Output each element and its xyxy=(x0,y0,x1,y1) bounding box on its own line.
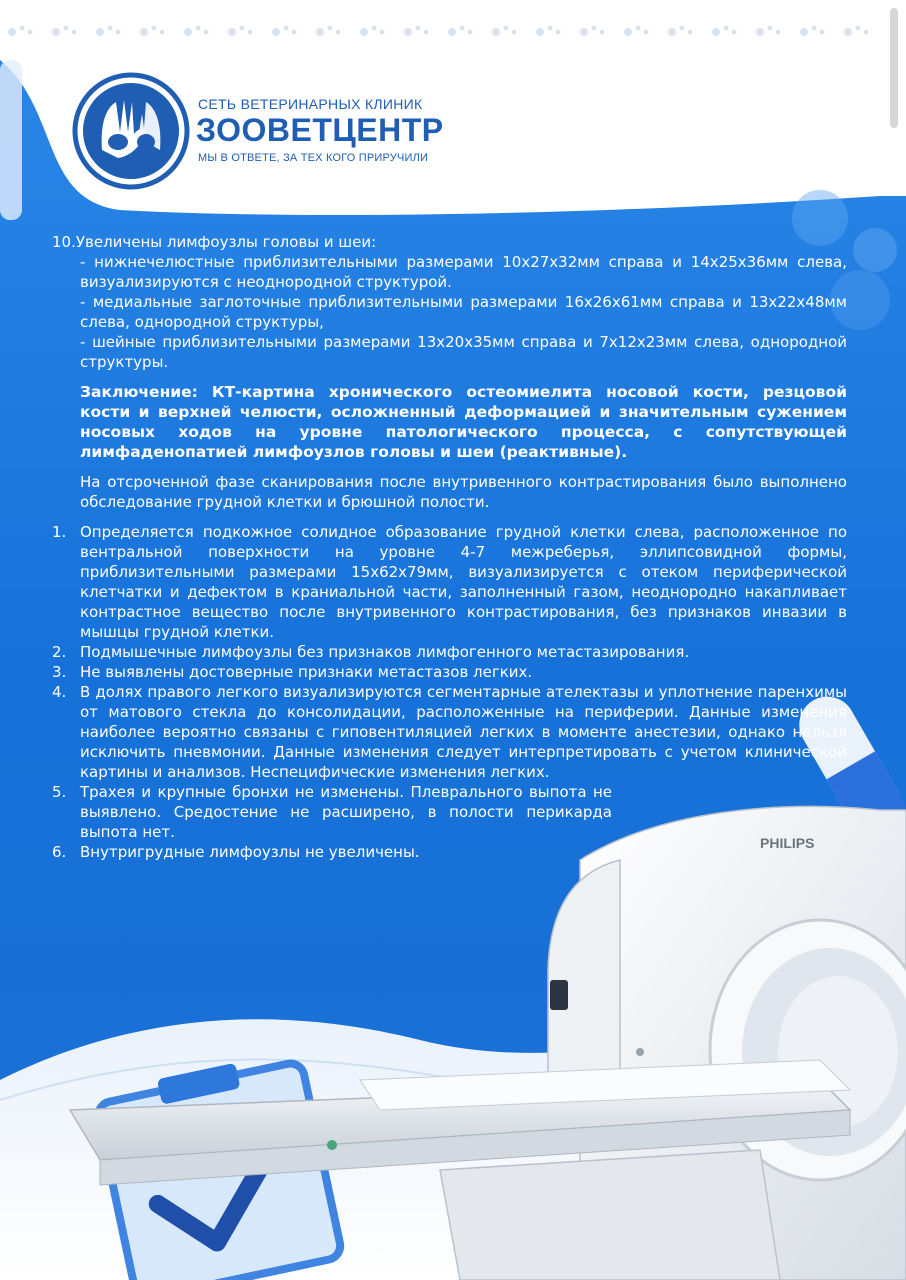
paw-pattern-strip xyxy=(0,18,880,46)
clinic-brand-name: ЗООВЕТЦЕНТР xyxy=(196,112,444,148)
conclusion-text: Заключение: КТ-картина хронического остеомиелита носовой кости, резцовой кости и верхней челюсти, осложненный деформацией и значительным сужением носовых ходов на уровне патологического процесса, с сопутствующей лимфаденопатией лимфоузлов головы и шеи (реактивные). xyxy=(80,383,847,461)
finding-item xyxy=(52,682,847,782)
finding-number: 4. xyxy=(52,683,67,701)
finding-item xyxy=(52,662,847,682)
finding-text: Трахея и крупные бронхи не изменены. Плеврального выпота не выявлено. Средостение не расширено, в полости перикарда выпота нет. xyxy=(80,783,612,841)
clinic-slogan: МЫ В ОТВЕТЕ, ЗА ТЕХ КОГО ПРИРУЧИЛИ xyxy=(198,152,429,164)
phase-text: На отсроченной фазе сканирования после внутривенного контрастирования было выполнено обследование грудной клетки и брюшной полости. xyxy=(80,473,847,511)
finding-number: 5. xyxy=(52,783,67,801)
finding-number: 3. xyxy=(52,663,67,681)
item-10-line: - шейные приблизительными размерами 13x20x35мм справа и 7x12x23мм слева, однородной структуры. xyxy=(80,333,847,371)
finding-number: 2. xyxy=(52,643,67,661)
scanner-brand-label: PHILIPS xyxy=(760,835,815,851)
finding-text: Подмышечные лимфоузлы без признаков лимфогенного метастазирования. xyxy=(80,643,690,661)
item-10-line: - медиальные заглоточные приблизительными размерами 16x26x61мм справа и 13x22x48мм слева, однородной структуры, xyxy=(80,293,847,331)
finding-text: Определяется подкожное солидное образование грудной клетки слева, расположенное по вентральной поверхности на уровне 4-7 межреберья, эллипсовидной формы, приблизительными размерами 15x62x79мм, визуализируется с отеком периферической клетчатки и дефектом в краниальной части, заполненный газом, неоднородно накапливает контрастное вещество после внутривенного контрастирования, без признаков инвазии в мышцы грудной клетки. xyxy=(80,523,847,641)
item-10-title: 10.Увеличены лимфоузлы головы и шеи: xyxy=(52,233,377,251)
report-body xyxy=(52,232,847,862)
finding-text: Не выявлены достоверные признаки метастазов легких. xyxy=(80,663,533,681)
finding-text: В долях правого легкого визуализируются сегментарные ателектазы и уплотнение паренхимы от матового стекла до консолидации, расположенные на периферии. Данные изменения наиболее вероятно связаны с гиповентиляцией легких в моменте анестезии, однако нельзя исключить пневмонии. Данные изменения следует интерпретировать с учетом клинической картины и анализов. Неспецифические изменения легких. xyxy=(80,683,847,781)
clinic-network-label: СЕТЬ ВЕТЕРИНАРНЫХ КЛИНИК xyxy=(198,96,423,112)
ct-scanner-image xyxy=(60,790,906,1280)
finding-number: 6. xyxy=(52,843,67,861)
scrollbar[interactable] xyxy=(890,8,898,128)
finding-number: 1. xyxy=(52,523,67,541)
finding-item xyxy=(52,642,847,662)
finding-text: Внутригрудные лимфоузлы не увеличены. xyxy=(80,843,420,861)
item-10-line: - нижнечелюстные приблизительными размерами 10x27x32мм справа и 14x25x36мм слева, визуализируются с неоднородной структурой. xyxy=(80,253,847,291)
finding-item xyxy=(52,522,847,642)
clinic-logo-icon xyxy=(72,72,190,190)
